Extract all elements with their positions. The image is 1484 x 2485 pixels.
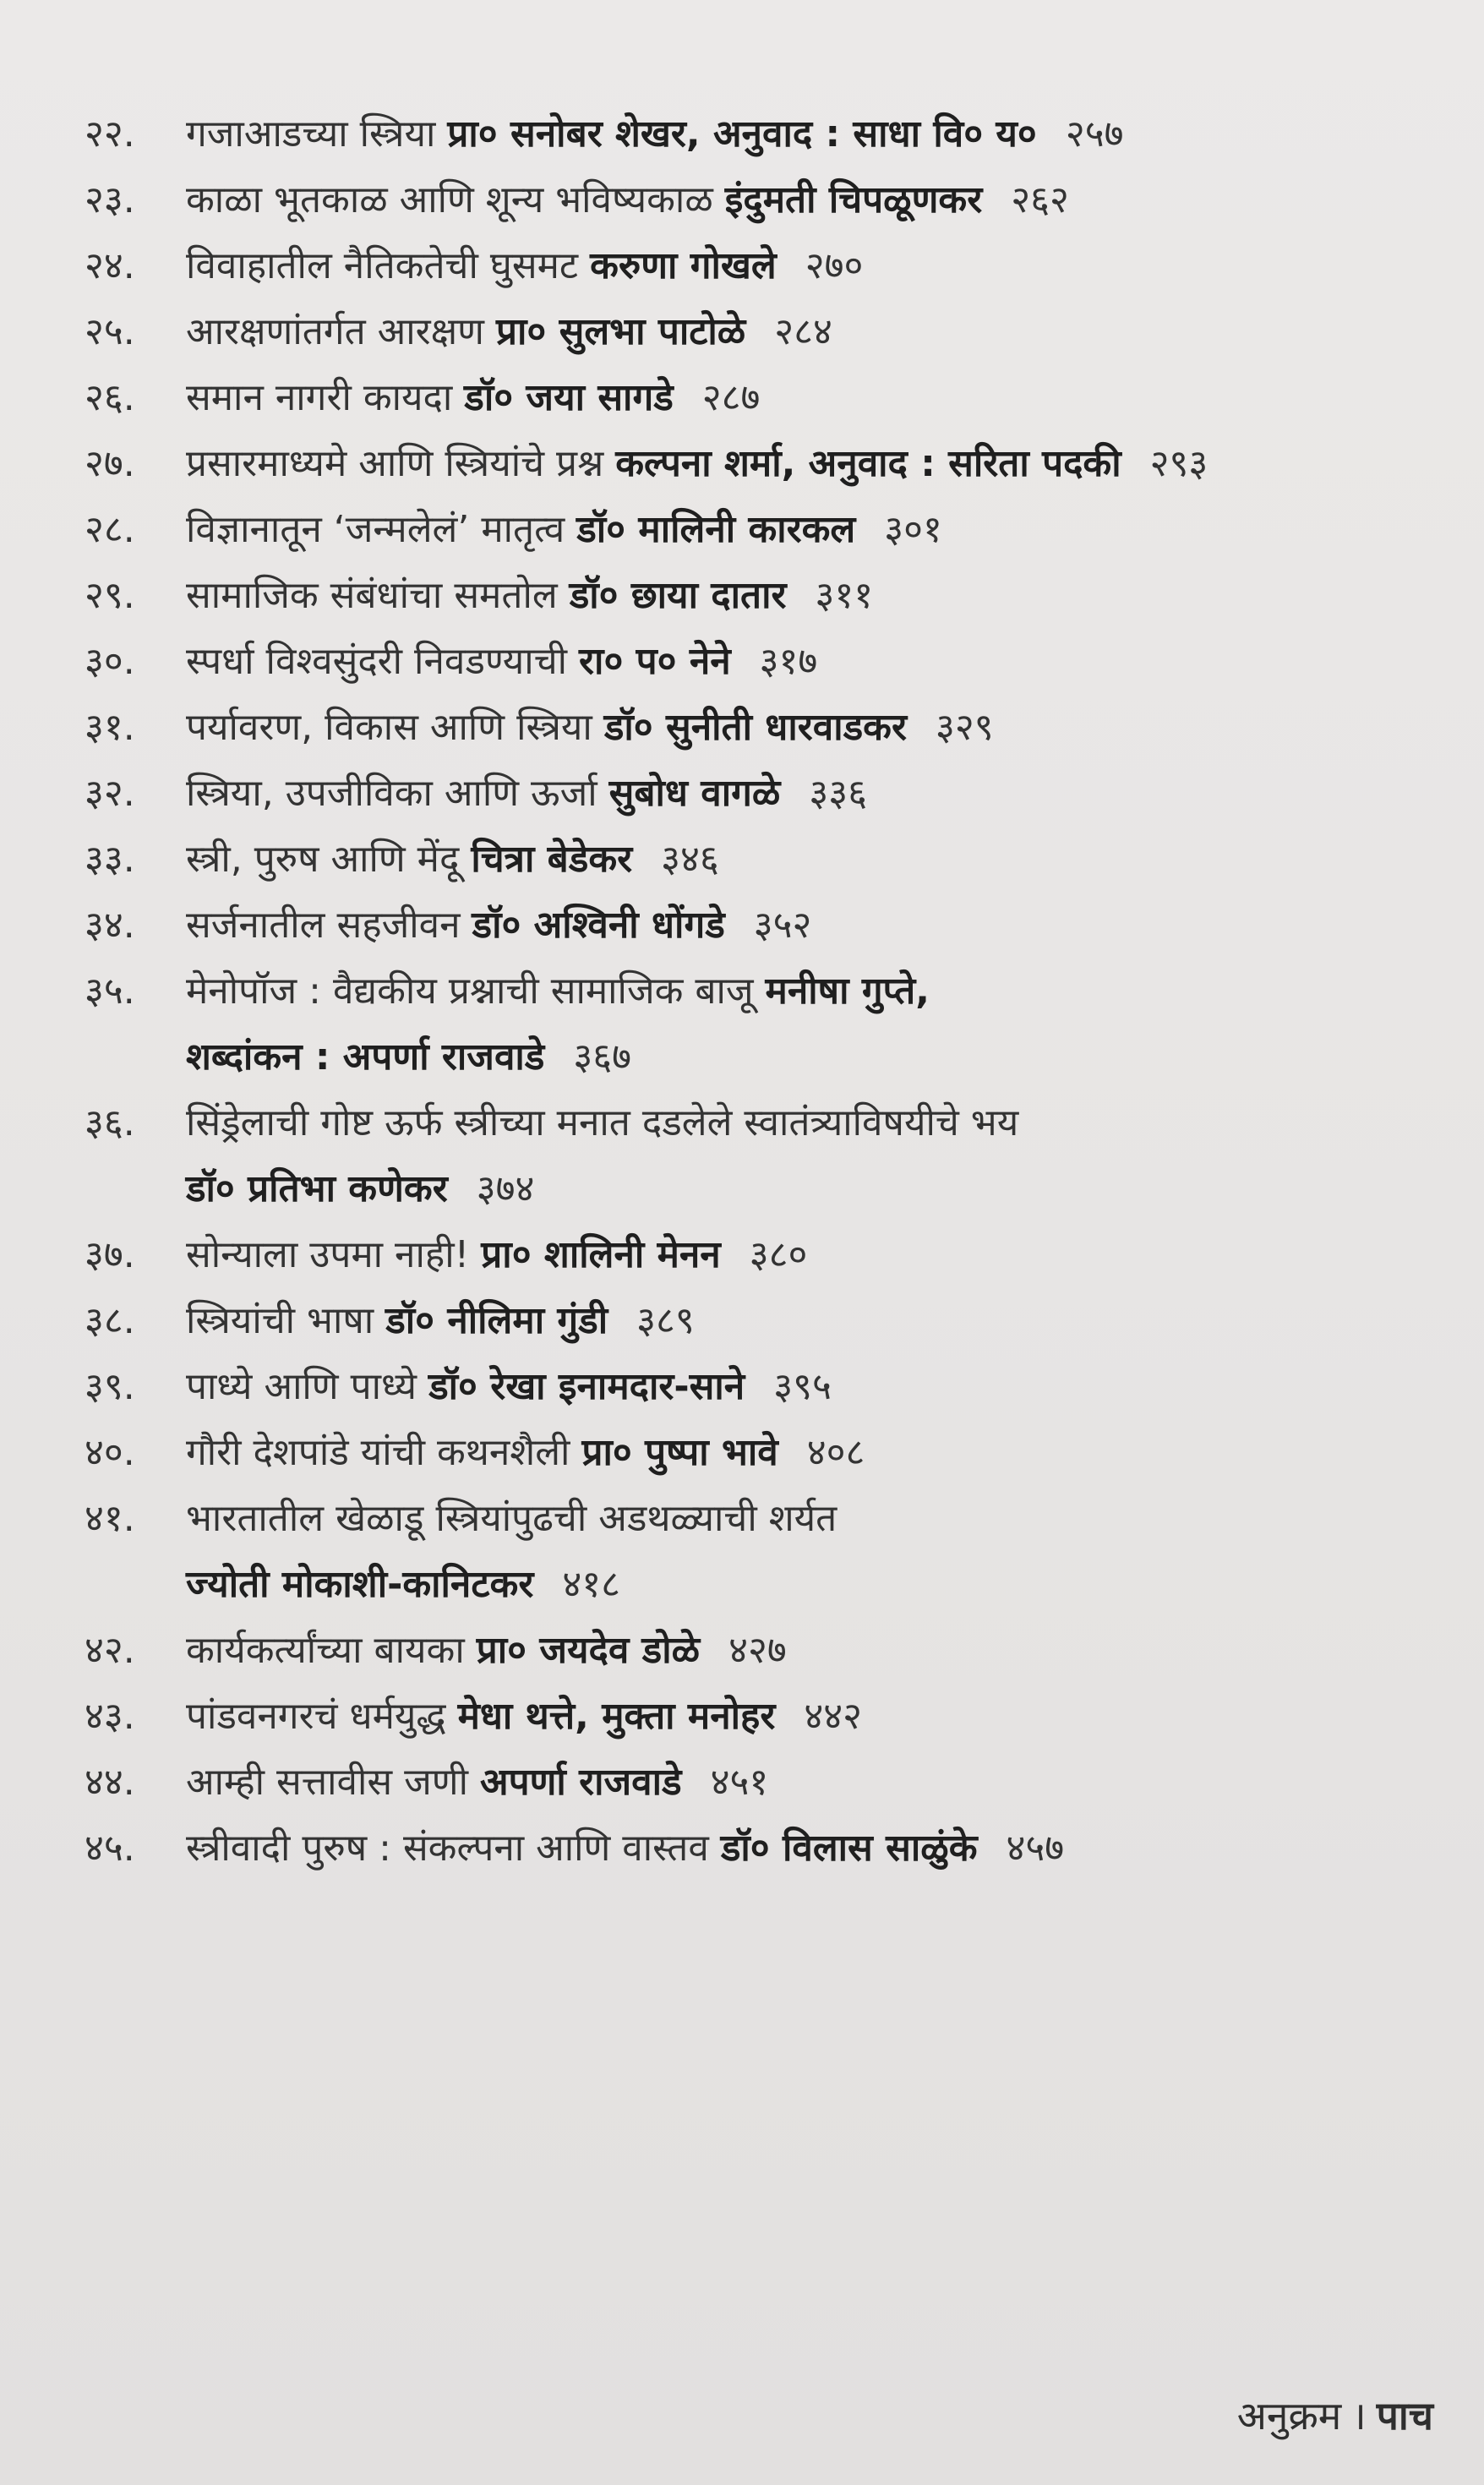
- toc-entry: [85, 761, 1437, 827]
- entry-author: करुणा गोखले: [590, 244, 777, 287]
- entry-author: डॉ० रेखा इनामदार-साने: [428, 1365, 745, 1408]
- toc-entry: [85, 1354, 1437, 1420]
- entry-title: पांडवनगरचं धर्मयुद्ध: [186, 1695, 446, 1738]
- entry-title: गजाआडच्या स्त्रिया: [186, 112, 436, 156]
- toc-entry-continuation: [85, 1552, 1437, 1618]
- entry-title: पाध्ये आणि पाध्ये: [186, 1365, 417, 1408]
- entry-author: कल्पना शर्मा, अनुवाद : सरिता पदकी: [615, 442, 1121, 485]
- entry-title: कार्यकर्त्यांच्या बायका: [186, 1629, 465, 1672]
- entry-page: ४२७: [728, 1629, 787, 1672]
- entry-page: ३५२: [753, 904, 812, 947]
- entry-author: प्रा० जयदेव डोळे: [476, 1629, 701, 1672]
- entry-page: २९३: [1149, 442, 1208, 485]
- entry-author: इंदुमती चिपळूणकर: [724, 178, 983, 221]
- entry-number: ४०.: [85, 1431, 135, 1474]
- entry-title: प्रसारमाध्यमे आणि स्त्रियांचे प्रश्न: [186, 442, 604, 485]
- entry-number: २२.: [85, 112, 135, 156]
- entry-title: विज्ञानातून ‘जन्मलेलं’ मातृत्व: [186, 508, 565, 551]
- entry-author: डॉ० मालिनी कारकल: [576, 508, 856, 551]
- entry-title: स्त्रीवादी पुरुष : संकल्पना आणि वास्तव: [186, 1827, 709, 1870]
- footer-page-number: पाच: [1376, 2393, 1433, 2439]
- entry-page: ३६७: [573, 1035, 631, 1079]
- toc-entry: [85, 1750, 1437, 1816]
- toc-entry: [85, 1618, 1437, 1684]
- entry-author: रा० प० नेने: [579, 640, 731, 683]
- entry-author: मेधा थत्ते, मुक्ता मनोहर: [457, 1695, 776, 1738]
- entry-page: ३०१: [884, 508, 942, 551]
- footer-separator: ।: [1351, 2393, 1367, 2439]
- toc-entry: [85, 1486, 1437, 1552]
- entry-number: ३९.: [85, 1365, 135, 1408]
- entry-title: स्त्रिया, उपजीविका आणि ऊर्जा: [186, 772, 597, 815]
- toc-entry: [85, 958, 1437, 1024]
- entry-author: ज्योती मोकाशी-कानिटकर: [186, 1563, 534, 1606]
- entry-title: समान नागरी कायदा: [186, 376, 453, 419]
- entry-page: २८४: [774, 310, 832, 353]
- toc-entry: [85, 101, 1437, 167]
- entry-page: ४०८: [806, 1431, 865, 1474]
- entry-page: ३११: [815, 574, 874, 617]
- entry-author: डॉ० छाया दातार: [569, 574, 787, 617]
- entry-number: ३४.: [85, 904, 135, 947]
- toc-entry: [85, 1684, 1437, 1750]
- entry-author: चित्रा बेडेकर: [471, 838, 633, 881]
- entry-page: ४१८: [562, 1563, 620, 1606]
- entry-number: ३०.: [85, 640, 135, 683]
- entry-page: ३७४: [476, 1167, 535, 1210]
- toc-entry: [85, 827, 1437, 893]
- entry-page: ३१७: [759, 640, 818, 683]
- entry-title: स्त्रियांची भाषा: [186, 1299, 374, 1342]
- entry-number: २७.: [85, 442, 135, 485]
- entry-author: डॉ० सुनीती धारवाडकर: [603, 706, 907, 749]
- entry-number: ३५.: [85, 969, 135, 1013]
- entry-number: ४१.: [85, 1497, 135, 1540]
- entry-author: प्रा० शालिनी मेनन: [481, 1233, 721, 1276]
- entry-page: ४५१: [710, 1761, 769, 1804]
- entry-title: मेनोपॉज : वैद्यकीय प्रश्नाची सामाजिक बाजू: [186, 969, 754, 1013]
- toc-entry-continuation: [85, 1156, 1437, 1222]
- entry-title: काळा भूतकाळ आणि शून्य भविष्यकाळ: [186, 178, 713, 221]
- entry-number: ४३.: [85, 1695, 135, 1738]
- entry-number: २६.: [85, 376, 135, 419]
- entry-number: २४.: [85, 244, 135, 287]
- entry-number: ३६.: [85, 1101, 135, 1144]
- entry-title: सर्जनातील सहजीवन: [186, 904, 461, 947]
- entry-title: सोन्याला उपमा नाही!: [186, 1233, 470, 1276]
- entry-number: ३८.: [85, 1299, 135, 1342]
- entry-number: ३२.: [85, 772, 135, 815]
- toc-entry: [85, 1222, 1437, 1288]
- entry-page: २८७: [701, 376, 761, 419]
- entry-author: प्रा० पुष्पा भावे: [581, 1431, 778, 1474]
- entry-author: डॉ० जया सागडे: [464, 376, 674, 419]
- entry-page: २६२: [1011, 178, 1069, 221]
- toc-entry: [85, 1090, 1437, 1156]
- entry-number: २५.: [85, 310, 135, 353]
- entry-number: ४५.: [85, 1827, 135, 1870]
- entry-title: आम्ही सत्तावीस जणी: [186, 1761, 468, 1804]
- toc-entry: [85, 629, 1437, 695]
- page-footer: [1237, 2389, 1433, 2441]
- entry-number: ३७.: [85, 1233, 135, 1276]
- entry-page: ४४२: [804, 1695, 863, 1738]
- entry-editor: शब्दांकन : अपर्णा राजवाडे: [186, 1035, 545, 1079]
- entry-title: आरक्षणांतर्गत आरक्षण: [186, 310, 484, 353]
- entry-page: ३८९: [636, 1299, 695, 1342]
- toc-entry: [85, 563, 1437, 629]
- entry-title: भारतातील खेळाडू स्त्रियांपुढची अडथळ्याची शर्यत: [186, 1497, 837, 1540]
- entry-title: पर्यावरण, विकास आणि स्त्रिया: [186, 706, 592, 749]
- entry-number: ४२.: [85, 1629, 135, 1672]
- entry-number: ४४.: [85, 1761, 135, 1804]
- entry-page: ४५७: [1006, 1827, 1065, 1870]
- entry-title: विवाहातील नैतिकतेची घुसमट: [186, 244, 579, 287]
- toc-entry: [85, 497, 1437, 563]
- toc-entry: [85, 1288, 1437, 1354]
- toc-entry: [85, 695, 1437, 761]
- toc-entry: [85, 431, 1437, 497]
- toc-entry: [85, 167, 1437, 233]
- entry-page: २५७: [1065, 112, 1124, 156]
- entry-page: ३३६: [809, 772, 867, 815]
- footer-section-name: अनुक्रम: [1236, 2393, 1342, 2439]
- entry-title: सामाजिक संबंधांचा समतोल: [186, 574, 558, 617]
- entry-author: डॉ० नीलिमा गुंडी: [385, 1299, 608, 1342]
- entry-page: ३२९: [935, 706, 994, 749]
- entry-page: ३९५: [773, 1365, 832, 1408]
- entry-number: २३.: [85, 178, 135, 221]
- toc-entry: [85, 233, 1437, 299]
- table-of-contents: [85, 101, 1437, 1882]
- toc-entry: [85, 299, 1437, 365]
- toc-entry: [85, 893, 1437, 958]
- entry-number: २९.: [85, 574, 135, 617]
- toc-entry: [85, 365, 1437, 431]
- entry-page: ३४६: [661, 838, 719, 881]
- entry-author: डॉ० विलास साळुंके: [720, 1827, 978, 1870]
- entry-number: २८.: [85, 508, 135, 551]
- entry-author: डॉ० प्रतिभा कणेकर: [186, 1167, 448, 1210]
- entry-title: स्पर्धा विश्वसुंदरी निवडण्याची: [186, 640, 568, 683]
- toc-entry: [85, 1816, 1437, 1882]
- entry-author: अपर्णा राजवाडे: [480, 1761, 682, 1804]
- entry-author: प्रा० सनोबर शेखर, अनुवाद : साधा वि० य०: [447, 112, 1037, 156]
- toc-entry: [85, 1420, 1437, 1486]
- entry-author: डॉ० अश्विनी धोंगडे: [472, 904, 725, 947]
- entry-author: प्रा० सुलभा पाटोळे: [495, 310, 746, 353]
- entry-page: २७०: [805, 244, 864, 287]
- entry-title: स्त्री, पुरुष आणि मेंदू: [186, 838, 460, 881]
- entry-number: ३३.: [85, 838, 135, 881]
- entry-title: सिंड्रेलाची गोष्ट ऊर्फ स्त्रीच्या मनात दडलेले स्वातंत्र्याविषयीचे भय: [186, 1101, 1019, 1144]
- entry-page: ३८०: [749, 1233, 808, 1276]
- entry-number: ३१.: [85, 706, 135, 749]
- entry-author: मनीषा गुप्ते,: [765, 969, 930, 1013]
- entry-author: सुबोध वागळे: [608, 772, 781, 815]
- entry-title: गौरी देशपांडे यांची कथनशैली: [186, 1431, 570, 1474]
- toc-entry-continuation: [85, 1024, 1437, 1090]
